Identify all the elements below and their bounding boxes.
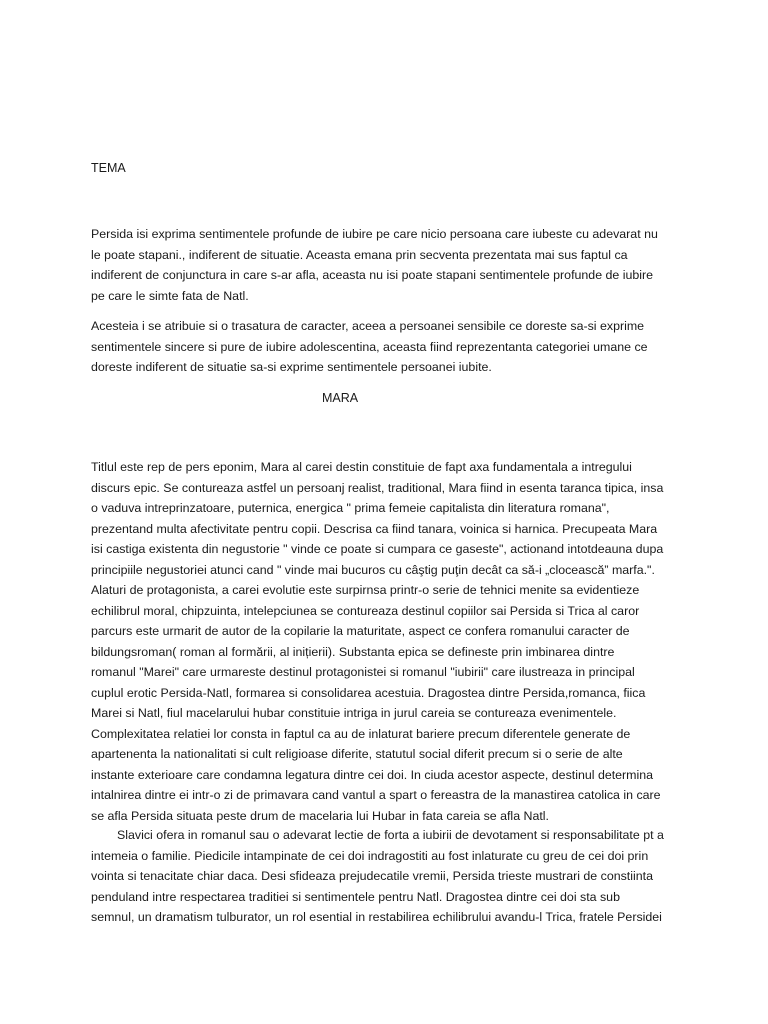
text-line: romanul "Marei" care urmareste destinul protagonistei si romanul "iubirii" care ilustreaza in principal bbox=[91, 665, 635, 679]
paragraph-persida-character bbox=[91, 316, 691, 378]
text-line: parcurs este urmarit de autor de la copilarie la maturitate, aspect ce confera romanului caracter de bbox=[91, 624, 630, 638]
text-line: echilibrul moral, chipzuinta, intelepciunea se contureaza destinul copiilor sai Persida si Trica al caror bbox=[91, 603, 640, 618]
text-line: semnul, un dramatism tulburator, un rol esential in restabilirea echilibrului avandu-l Trica, fratele Persidei bbox=[91, 910, 662, 924]
heading-mara: MARA bbox=[321, 391, 359, 405]
text-line: Acesteia i se atribuie si o trasatura de caracter, aceea a persoanei sensibile ce doreste sa-si exprime bbox=[91, 319, 645, 333]
text-line: Slavici ofera in romanul sau o adevarat lectie de forta a iubirii de devotament si responsabilitate pt a bbox=[117, 828, 664, 842]
paragraph-persida-sentiments bbox=[91, 224, 691, 306]
paragraph-slavici-lesson bbox=[91, 825, 691, 928]
text-line: discurs epic. Se contureaza astfel un persoanj realist, traditional, Mara fiind in esenta taranca tipica, insa bbox=[91, 480, 664, 495]
text-line: le poate stapani., indiferent de situatie. Aceasta emana prin secventa prezentata mai sus faptul ca bbox=[91, 247, 628, 262]
text-line: bildungsroman( roman al formării, al inițierii). Substanta epica se defineste prin imbinarea dintre bbox=[91, 644, 615, 659]
text-line: indiferent de conjunctura in care s-ar afla, aceasta nu isi poate stapani sentimentele profunde de iubire bbox=[91, 268, 654, 282]
text-line: apartenenta la nationalitati si cult religioase diferite, statutul social diferit precum si o serie de alte bbox=[91, 747, 623, 761]
text-line: vointa si tenacitate chiar daca. Desi sfideaza prejudecatile vremii, Persida trieste mustrari de constiinta bbox=[91, 869, 653, 883]
text-line: isi castiga existenta din negustorie " vinde ce poate si cumpara ce gaseste", actionand intotdeauna dupa bbox=[91, 542, 664, 556]
text-line: instante exterioare care condamna legatura dintre cei doi. In ciuda acestor aspecte, destinul determina bbox=[91, 767, 654, 782]
text-line: doreste indiferent de situatie sa-si exprime sentimentele persoanei iubite. bbox=[91, 360, 492, 374]
text-line: Persida isi exprima sentimentele profunde de iubire pe care nicio persoana care iubeste cu adevarat nu bbox=[91, 227, 658, 241]
heading-tema: TEMA bbox=[91, 161, 126, 175]
text-line: Marei si Natl, fiul macelarului hubar constituie intriga in jurul careia se contureaza evenimentele. bbox=[91, 706, 617, 720]
text-line: Complexitatea relatiei lor consta in faptul ca au de inlaturat bariere precum diferentele generate de bbox=[91, 726, 631, 741]
text-line: prezentand multa afectivitate pentru copii. Descrisa ca fiind tanara, voinica si harnica. Precupeata Mara bbox=[91, 521, 658, 536]
paragraph-mara-title bbox=[91, 457, 691, 826]
text-line: cuplul erotic Persida-Natl, formarea si consolidarea acestuia. Dragostea dintre Persida,romanca, fiica bbox=[91, 685, 646, 700]
text-line: Titlul este rep de pers eponim, Mara al carei destin constituie de fapt axa fundamentala a intregului bbox=[91, 460, 632, 474]
text-line: pe care le simte fata de Natl. bbox=[91, 288, 249, 303]
text-line: sentimentele sincere si pure de iubire adolescentina, aceasta fiind reprezentanta categoriei umane ce bbox=[91, 339, 648, 354]
text-line: intalnirea dintre ei intr-o zi de primavara cand vantul a spart o fereastra de la manastirea catolica in care bbox=[91, 788, 661, 802]
text-line: principiile negustoriei atunci cand " vinde mai bucuros cu câştig puţin decât ca să-i „clocească” marfa.". bbox=[91, 562, 655, 577]
text-line: penduland intre respectarea traditiei si sentimentele pentru Natl. Dragostea dintre cei doi sta sub bbox=[91, 889, 620, 904]
text-line: se afla Persida situata peste drum de macelaria lui Hubar in fata careia se afla Natl. bbox=[91, 808, 549, 823]
text-line: Alaturi de protagonista, a carei evolutie este surpirnsa printr-o serie de tehnici menite sa evidentieze bbox=[91, 583, 640, 597]
text-line: intemeia o familie. Piedicile intampinate de cei doi indragostiti au fost inlaturate cu greu de cei doi prin bbox=[91, 848, 649, 863]
text-line: o vaduva intreprinzatoare, puternica, energica " prima femeie capitalista din literatura romana", bbox=[91, 501, 610, 515]
